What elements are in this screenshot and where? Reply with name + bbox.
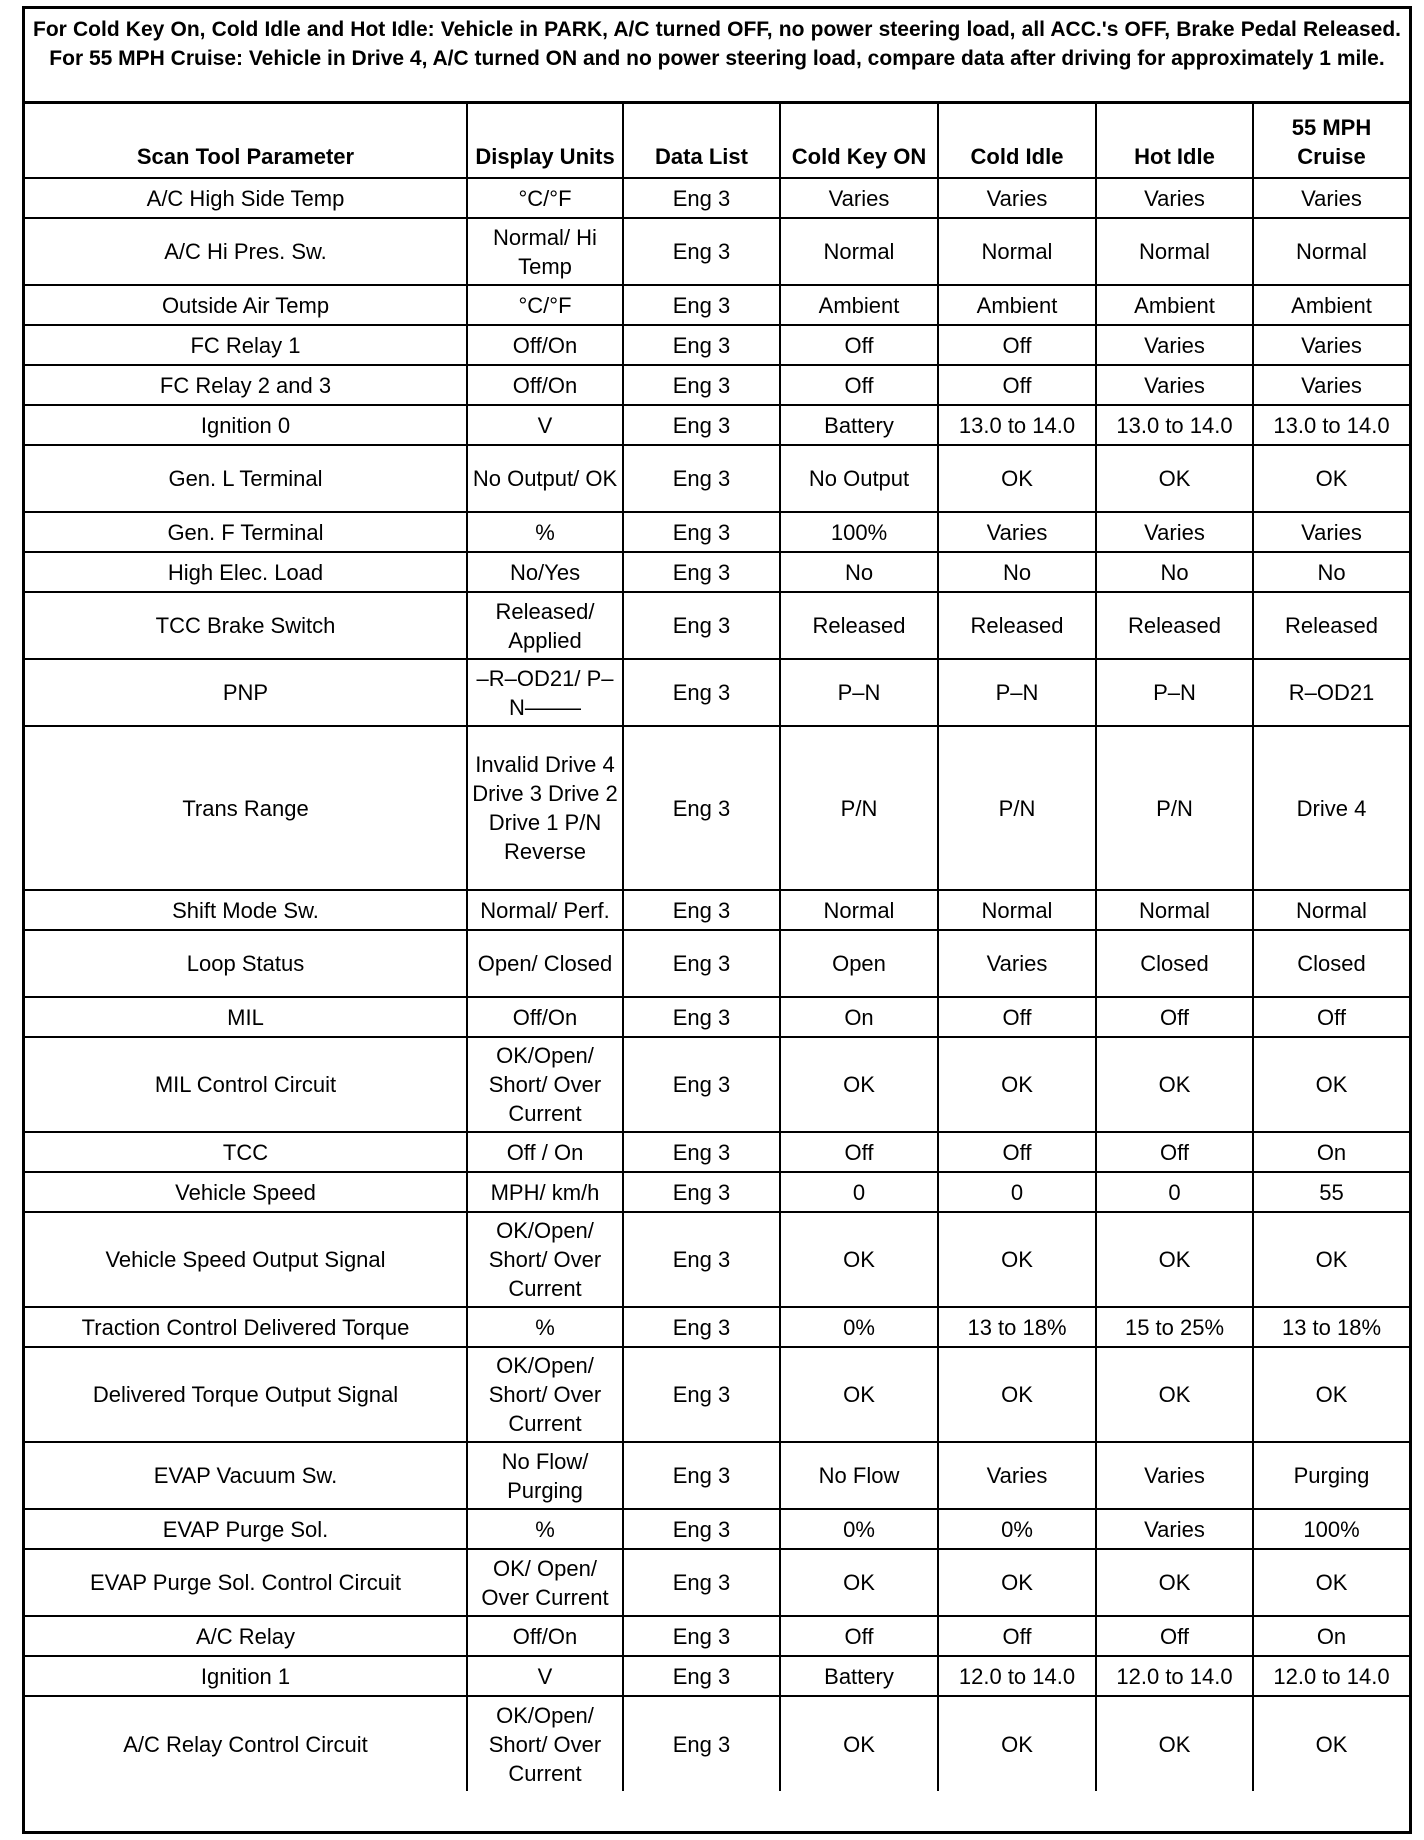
data-list-cell: Eng 3 bbox=[623, 218, 780, 285]
units-cell: No Flow/ Purging bbox=[467, 1442, 623, 1509]
cold-idle-cell: OK bbox=[938, 1037, 1096, 1132]
cold-key-on-cell: Battery bbox=[780, 405, 938, 445]
parameter-cell: Ignition 0 bbox=[25, 405, 467, 445]
cold-idle-cell: Varies bbox=[938, 512, 1096, 552]
data-list-cell: Eng 3 bbox=[623, 1509, 780, 1549]
units-cell: °C/°F bbox=[467, 178, 623, 218]
table-row bbox=[25, 890, 1409, 930]
parameter-cell: A/C Relay Control Circuit bbox=[25, 1696, 467, 1791]
cruise-cell: Off bbox=[1253, 997, 1409, 1037]
hot-idle-cell: Off bbox=[1096, 1616, 1253, 1656]
hot-idle-cell: Released bbox=[1096, 592, 1253, 659]
cold-key-on-cell: OK bbox=[780, 1347, 938, 1442]
data-list-cell: Eng 3 bbox=[623, 890, 780, 930]
cruise-cell: 13 to 18% bbox=[1253, 1307, 1409, 1347]
cold-idle-cell: Normal bbox=[938, 890, 1096, 930]
header-55-mph-cruise: 55 MPH Cruise bbox=[1253, 104, 1409, 178]
cruise-cell: No bbox=[1253, 552, 1409, 592]
table-row bbox=[25, 1212, 1409, 1307]
cold-idle-cell: 12.0 to 14.0 bbox=[938, 1656, 1096, 1696]
cruise-cell: On bbox=[1253, 1132, 1409, 1172]
cold-key-on-cell: P–N bbox=[780, 659, 938, 726]
hot-idle-cell: OK bbox=[1096, 1037, 1253, 1132]
cold-idle-cell: P/N bbox=[938, 726, 1096, 890]
units-cell: Off/On bbox=[467, 325, 623, 365]
cold-key-on-cell: Off bbox=[780, 1132, 938, 1172]
cold-idle-cell: Released bbox=[938, 592, 1096, 659]
table-row bbox=[25, 512, 1409, 552]
cold-key-on-cell: P/N bbox=[780, 726, 938, 890]
cold-idle-cell: OK bbox=[938, 445, 1096, 512]
units-cell: OK/Open/ Short/ Over Current bbox=[467, 1037, 623, 1132]
hot-idle-cell: No bbox=[1096, 552, 1253, 592]
hot-idle-cell: Normal bbox=[1096, 890, 1253, 930]
header-data-list: Data List bbox=[623, 104, 780, 178]
hot-idle-cell: Varies bbox=[1096, 365, 1253, 405]
parameter-cell: EVAP Vacuum Sw. bbox=[25, 1442, 467, 1509]
parameter-cell: PNP bbox=[25, 659, 467, 726]
parameter-cell: Loop Status bbox=[25, 930, 467, 997]
data-table-sheet bbox=[22, 6, 1412, 1834]
header-scan-tool-parameter: Scan Tool Parameter bbox=[25, 104, 467, 178]
table-row bbox=[25, 1549, 1409, 1616]
table-row bbox=[25, 1656, 1409, 1696]
cold-key-on-cell: 0% bbox=[780, 1307, 938, 1347]
hot-idle-cell: 13.0 to 14.0 bbox=[1096, 405, 1253, 445]
parameter-cell: Gen. L Terminal bbox=[25, 445, 467, 512]
table-row bbox=[25, 1172, 1409, 1212]
units-cell: MPH/ km/h bbox=[467, 1172, 623, 1212]
cold-idle-cell: Off bbox=[938, 365, 1096, 405]
cold-idle-cell: 0 bbox=[938, 1172, 1096, 1212]
table-row bbox=[25, 592, 1409, 659]
cold-idle-cell: OK bbox=[938, 1549, 1096, 1616]
header-cold-idle: Cold Idle bbox=[938, 104, 1096, 178]
table-row bbox=[25, 285, 1409, 325]
cruise-cell: 13.0 to 14.0 bbox=[1253, 405, 1409, 445]
units-cell: Open/ Closed bbox=[467, 930, 623, 997]
cold-idle-cell: 0% bbox=[938, 1509, 1096, 1549]
table-row bbox=[25, 1347, 1409, 1442]
cold-key-on-cell: 0 bbox=[780, 1172, 938, 1212]
data-list-cell: Eng 3 bbox=[623, 178, 780, 218]
units-cell: % bbox=[467, 1307, 623, 1347]
cruise-cell: Ambient bbox=[1253, 285, 1409, 325]
data-list-cell: Eng 3 bbox=[623, 1212, 780, 1307]
header-cold-key-on: Cold Key ON bbox=[780, 104, 938, 178]
data-list-cell: Eng 3 bbox=[623, 1616, 780, 1656]
hot-idle-cell: OK bbox=[1096, 445, 1253, 512]
cold-idle-cell: 13 to 18% bbox=[938, 1307, 1096, 1347]
units-cell: Off/On bbox=[467, 997, 623, 1037]
data-list-cell: Eng 3 bbox=[623, 592, 780, 659]
parameter-cell: EVAP Purge Sol. Control Circuit bbox=[25, 1549, 467, 1616]
units-cell: No Output/ OK bbox=[467, 445, 623, 512]
parameter-cell: A/C Relay bbox=[25, 1616, 467, 1656]
cold-key-on-cell: OK bbox=[780, 1696, 938, 1791]
cruise-cell: Normal bbox=[1253, 218, 1409, 285]
cruise-cell: On bbox=[1253, 1616, 1409, 1656]
parameter-cell: TCC Brake Switch bbox=[25, 592, 467, 659]
table-row bbox=[25, 930, 1409, 997]
parameter-cell: Shift Mode Sw. bbox=[25, 890, 467, 930]
units-cell: % bbox=[467, 1509, 623, 1549]
test-conditions-note: For Cold Key On, Cold Idle and Hot Idle: Vehicle in PARK, A/C turned OFF, no power steering load, all ACC.'s OFF, Brake Pedal Released. For 55 MPH Cruise: Vehicle in Drive 4, A/C turned ON and no power steering load, compare data after driving for approximately 1 mile. bbox=[25, 9, 1409, 104]
cold-key-on-cell: 100% bbox=[780, 512, 938, 552]
parameter-cell: Vehicle Speed bbox=[25, 1172, 467, 1212]
cold-key-on-cell: Off bbox=[780, 325, 938, 365]
cruise-cell: OK bbox=[1253, 445, 1409, 512]
cold-idle-cell: Varies bbox=[938, 1442, 1096, 1509]
hot-idle-cell: 0 bbox=[1096, 1172, 1253, 1212]
parameter-cell: MIL Control Circuit bbox=[25, 1037, 467, 1132]
cold-key-on-cell: No Output bbox=[780, 445, 938, 512]
cold-key-on-cell: Battery bbox=[780, 1656, 938, 1696]
cold-idle-cell: Off bbox=[938, 325, 1096, 365]
cruise-cell: Purging bbox=[1253, 1442, 1409, 1509]
units-cell: OK/Open/ Short/ Over Current bbox=[467, 1212, 623, 1307]
cruise-cell: Normal bbox=[1253, 890, 1409, 930]
parameter-cell: A/C Hi Pres. Sw. bbox=[25, 218, 467, 285]
hot-idle-cell: Closed bbox=[1096, 930, 1253, 997]
scan-tool-data-table bbox=[25, 104, 1409, 1791]
table-row bbox=[25, 726, 1409, 890]
hot-idle-cell: OK bbox=[1096, 1347, 1253, 1442]
cold-key-on-cell: OK bbox=[780, 1212, 938, 1307]
parameter-cell: EVAP Purge Sol. bbox=[25, 1509, 467, 1549]
data-list-cell: Eng 3 bbox=[623, 1656, 780, 1696]
cold-idle-cell: Ambient bbox=[938, 285, 1096, 325]
cold-idle-cell: Off bbox=[938, 1616, 1096, 1656]
parameter-cell: Gen. F Terminal bbox=[25, 512, 467, 552]
cold-idle-cell: OK bbox=[938, 1347, 1096, 1442]
header-display-units: Display Units bbox=[467, 104, 623, 178]
cold-key-on-cell: 0% bbox=[780, 1509, 938, 1549]
parameter-cell: High Elec. Load bbox=[25, 552, 467, 592]
table-row bbox=[25, 1307, 1409, 1347]
cold-key-on-cell: Off bbox=[780, 365, 938, 405]
cruise-cell: 12.0 to 14.0 bbox=[1253, 1656, 1409, 1696]
hot-idle-cell: Varies bbox=[1096, 1509, 1253, 1549]
table-row bbox=[25, 178, 1409, 218]
cruise-cell: 55 bbox=[1253, 1172, 1409, 1212]
units-cell: –R–OD21/ P–N–—— bbox=[467, 659, 623, 726]
table-row bbox=[25, 218, 1409, 285]
table-row bbox=[25, 1132, 1409, 1172]
table-row bbox=[25, 405, 1409, 445]
hot-idle-cell: OK bbox=[1096, 1696, 1253, 1791]
table-row bbox=[25, 1442, 1409, 1509]
hot-idle-cell: Varies bbox=[1096, 178, 1253, 218]
table-row bbox=[25, 445, 1409, 512]
parameter-cell: FC Relay 2 and 3 bbox=[25, 365, 467, 405]
cold-key-on-cell: Off bbox=[780, 1616, 938, 1656]
hot-idle-cell: Normal bbox=[1096, 218, 1253, 285]
cold-key-on-cell: OK bbox=[780, 1549, 938, 1616]
data-list-cell: Eng 3 bbox=[623, 512, 780, 552]
data-list-cell: Eng 3 bbox=[623, 1442, 780, 1509]
units-cell: V bbox=[467, 1656, 623, 1696]
parameter-cell: Traction Control Delivered Torque bbox=[25, 1307, 467, 1347]
table-row bbox=[25, 1037, 1409, 1132]
cruise-cell: OK bbox=[1253, 1696, 1409, 1791]
cold-idle-cell: OK bbox=[938, 1696, 1096, 1791]
parameter-cell: Delivered Torque Output Signal bbox=[25, 1347, 467, 1442]
data-list-cell: Eng 3 bbox=[623, 1307, 780, 1347]
table-row bbox=[25, 1696, 1409, 1791]
hot-idle-cell: 12.0 to 14.0 bbox=[1096, 1656, 1253, 1696]
cold-idle-cell: Varies bbox=[938, 178, 1096, 218]
cruise-cell: Drive 4 bbox=[1253, 726, 1409, 890]
cruise-cell: 100% bbox=[1253, 1509, 1409, 1549]
table-row bbox=[25, 997, 1409, 1037]
hot-idle-cell: Varies bbox=[1096, 512, 1253, 552]
cold-key-on-cell: No Flow bbox=[780, 1442, 938, 1509]
header-hot-idle: Hot Idle bbox=[1096, 104, 1253, 178]
data-list-cell: Eng 3 bbox=[623, 552, 780, 592]
cruise-cell: Varies bbox=[1253, 512, 1409, 552]
data-list-cell: Eng 3 bbox=[623, 930, 780, 997]
hot-idle-cell: P/N bbox=[1096, 726, 1253, 890]
units-cell: °C/°F bbox=[467, 285, 623, 325]
data-list-cell: Eng 3 bbox=[623, 1172, 780, 1212]
parameter-cell: MIL bbox=[25, 997, 467, 1037]
header-row bbox=[25, 104, 1409, 178]
cold-key-on-cell: OK bbox=[780, 1037, 938, 1132]
cold-key-on-cell: Open bbox=[780, 930, 938, 997]
data-list-cell: Eng 3 bbox=[623, 1347, 780, 1442]
cruise-cell: OK bbox=[1253, 1347, 1409, 1442]
hot-idle-cell: Off bbox=[1096, 997, 1253, 1037]
data-list-cell: Eng 3 bbox=[623, 726, 780, 890]
data-list-cell: Eng 3 bbox=[623, 997, 780, 1037]
hot-idle-cell: OK bbox=[1096, 1212, 1253, 1307]
table-row bbox=[25, 1509, 1409, 1549]
cold-idle-cell: 13.0 to 14.0 bbox=[938, 405, 1096, 445]
cold-idle-cell: Varies bbox=[938, 930, 1096, 997]
units-cell: Normal/ Perf. bbox=[467, 890, 623, 930]
parameter-cell: TCC bbox=[25, 1132, 467, 1172]
table-row bbox=[25, 552, 1409, 592]
units-cell: Invalid Drive 4 Drive 3 Drive 2 Drive 1 P/N Reverse bbox=[467, 726, 623, 890]
hot-idle-cell: OK bbox=[1096, 1549, 1253, 1616]
data-list-cell: Eng 3 bbox=[623, 325, 780, 365]
units-cell: Normal/ Hi Temp bbox=[467, 218, 623, 285]
units-cell: Off/On bbox=[467, 1616, 623, 1656]
data-list-cell: Eng 3 bbox=[623, 659, 780, 726]
parameter-cell: Ignition 1 bbox=[25, 1656, 467, 1696]
data-list-cell: Eng 3 bbox=[623, 365, 780, 405]
hot-idle-cell: Ambient bbox=[1096, 285, 1253, 325]
hot-idle-cell: Varies bbox=[1096, 325, 1253, 365]
cold-idle-cell: P–N bbox=[938, 659, 1096, 726]
cold-key-on-cell: Released bbox=[780, 592, 938, 659]
parameter-cell: Vehicle Speed Output Signal bbox=[25, 1212, 467, 1307]
cruise-cell: Varies bbox=[1253, 365, 1409, 405]
cold-key-on-cell: No bbox=[780, 552, 938, 592]
cold-key-on-cell: Normal bbox=[780, 218, 938, 285]
parameter-cell: FC Relay 1 bbox=[25, 325, 467, 365]
parameter-cell: Trans Range bbox=[25, 726, 467, 890]
cruise-cell: Released bbox=[1253, 592, 1409, 659]
units-cell: V bbox=[467, 405, 623, 445]
units-cell: % bbox=[467, 512, 623, 552]
units-cell: OK/Open/ Short/ Over Current bbox=[467, 1347, 623, 1442]
cruise-cell: R–OD21 bbox=[1253, 659, 1409, 726]
cold-key-on-cell: Varies bbox=[780, 178, 938, 218]
cruise-cell: OK bbox=[1253, 1549, 1409, 1616]
cold-key-on-cell: Normal bbox=[780, 890, 938, 930]
cruise-cell: Closed bbox=[1253, 930, 1409, 997]
hot-idle-cell: Varies bbox=[1096, 1442, 1253, 1509]
cruise-cell: OK bbox=[1253, 1037, 1409, 1132]
units-cell: OK/ Open/ Over Current bbox=[467, 1549, 623, 1616]
cold-idle-cell: No bbox=[938, 552, 1096, 592]
data-list-cell: Eng 3 bbox=[623, 1549, 780, 1616]
data-list-cell: Eng 3 bbox=[623, 405, 780, 445]
hot-idle-cell: Off bbox=[1096, 1132, 1253, 1172]
cold-idle-cell: Off bbox=[938, 1132, 1096, 1172]
table-row bbox=[25, 1616, 1409, 1656]
cruise-cell: Varies bbox=[1253, 178, 1409, 218]
units-cell: Off / On bbox=[467, 1132, 623, 1172]
parameter-cell: Outside Air Temp bbox=[25, 285, 467, 325]
cruise-cell: OK bbox=[1253, 1212, 1409, 1307]
cold-idle-cell: Off bbox=[938, 997, 1096, 1037]
parameter-cell: A/C High Side Temp bbox=[25, 178, 467, 218]
hot-idle-cell: 15 to 25% bbox=[1096, 1307, 1253, 1347]
data-list-cell: Eng 3 bbox=[623, 1037, 780, 1132]
data-list-cell: Eng 3 bbox=[623, 285, 780, 325]
data-list-cell: Eng 3 bbox=[623, 1696, 780, 1791]
data-list-cell: Eng 3 bbox=[623, 1132, 780, 1172]
units-cell: No/Yes bbox=[467, 552, 623, 592]
cold-idle-cell: Normal bbox=[938, 218, 1096, 285]
units-cell: Released/ Applied bbox=[467, 592, 623, 659]
table-row bbox=[25, 365, 1409, 405]
units-cell: Off/On bbox=[467, 365, 623, 405]
cold-idle-cell: OK bbox=[938, 1212, 1096, 1307]
hot-idle-cell: P–N bbox=[1096, 659, 1253, 726]
cold-key-on-cell: On bbox=[780, 997, 938, 1037]
units-cell: OK/Open/ Short/ Over Current bbox=[467, 1696, 623, 1791]
data-list-cell: Eng 3 bbox=[623, 445, 780, 512]
table-row bbox=[25, 659, 1409, 726]
table-row bbox=[25, 325, 1409, 365]
cruise-cell: Varies bbox=[1253, 325, 1409, 365]
cold-key-on-cell: Ambient bbox=[780, 285, 938, 325]
